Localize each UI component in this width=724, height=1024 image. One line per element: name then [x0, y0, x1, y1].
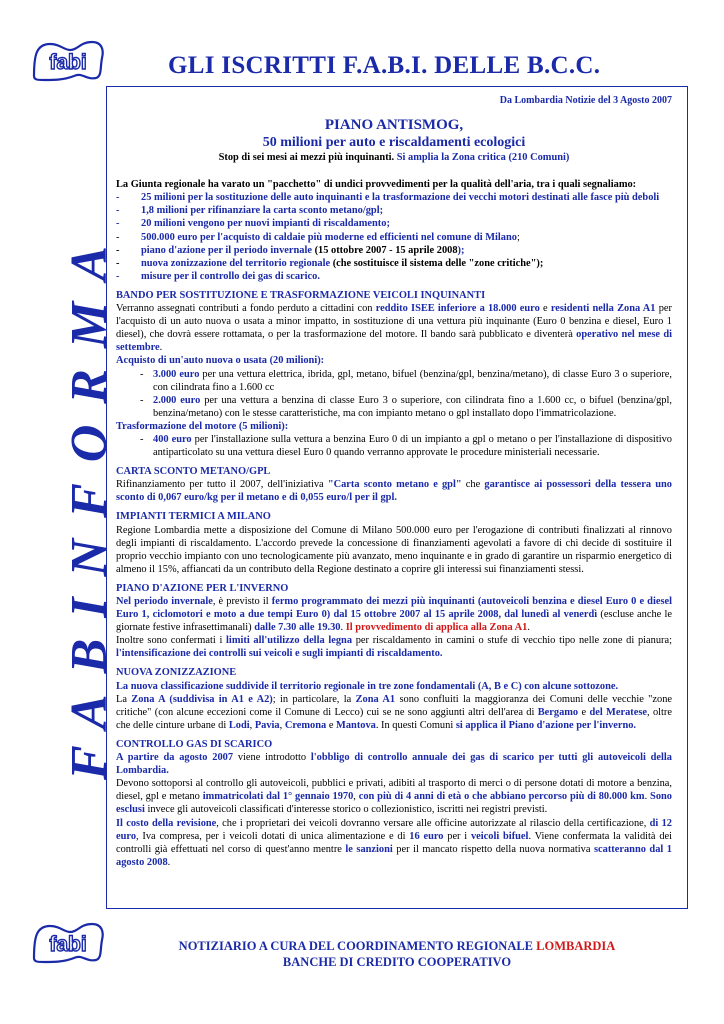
section-heading: NUOVA ZONIZZAZIONE [116, 667, 237, 679]
list-item: - piano d'azione per il periodo invernale (15 ottobre 2007 - 15 aprile 2008); [116, 244, 672, 257]
section-heading: CONTROLLO GAS DI SCARICO [116, 738, 273, 750]
section-heading: CARTA SCONTO METANO/GPL [116, 466, 271, 478]
article-subtitle: 50 milioni per auto e riscaldamenti ecologici [262, 135, 526, 151]
vertical-masthead: FABINFORMA [61, 225, 118, 780]
section-paragraph: Rifinanziamento per tutto il 2007, dell'iniziativa "Carta sconto metano e gpl" che garantisce ai possessori della tessera uno sconto di 0,067 euro/kg per il metano e di 0,055 euro/l per il gpl. [116, 479, 672, 504]
section-heading: BANDO PER SOSTITUZIONE E TRASFORMAZIONE VEICOLI INQUINANTI [116, 289, 486, 301]
section-heading: PIANO D'AZIONE PER L'INVERNO [116, 582, 289, 594]
footer-line-2: BANCHE DI CREDITO COOPERATIVO [282, 955, 512, 969]
list-item: - 400 euro per l'installazione sulla vettura a benzina Euro 0 di un impianto a gpl o metano o per l'installazione di dispositivo antiparticolato su una vettura diesel Euro 0 quando verranno approvate le procedure ministeriali necessarie. [140, 433, 672, 459]
section-paragraph: A partire da agosto 2007 viene introdotto l'obbligo di controllo annuale dei gas di scarico per tutti gli autoveicoli della Lombardia. Devono sottoporsi al controllo gli autoveicoli, pubblici e privati, adibiti al trasporto di merci o di persone dotati di motore a benzina, diesel, gpl e metano immatricolati dal 1° gennaio 1970, con più di 4 anni di età o che abbiano percorso più di 80.000 km. Sono esclusi invece gli autoveicoli classificati d'interesse storico o collezionistico, iscritti nei registri previsti. Il costo della revisione, che i proprietari dei veicoli dovranno versare alle officine autorizzate al rilascio della certificazione, di 12 euro, Iva compresa, per i veicoli dotati di unica alimentazione e di 16 euro per i veicoli bifuel. Viene confermata la validità dei controlli già effettuati nel corso di quest'anno mentre le sanzioni per il mancato rispetto della nuova normativa scatteranno dal 1 agosto 2008. [116, 752, 673, 868]
list-item: - 25 milioni per la sostituzione delle auto inquinanti e la trasformazione dei vecchi motori destinati alle fasce più deboli [116, 191, 672, 204]
section-paragraph: Regione Lombardia mette a disposizione del Comune di Milano 500.000 euro per l'erogazione di contributi finalizzati al rinnovo degli impianti di riscaldamento. L'accordo prevede la concessione di finanziamenti agevolati a favore di chi decide di sostituire il proprio vecchio impianto con uno tecnologicamente più avanzato, meno inquinante e in grado di garantire un risparmio energetico di almeno il 15%, affiancati da un contributo della Regione destinato a coprire gli interessi sui finanziamenti stessi. [116, 524, 672, 575]
footer-line-1: NOTIZIARIO A CURA DEL COORDINAMENTO REGIONALE LOMBARDIA [178, 939, 616, 953]
section-paragraph: La nuova classificazione suddivide il territorio regionale in tre zone fondamentali (A, B e C) con alcune sottozone. La Zona A (suddivisa in A1 e A2); in particolare, la Zona A1 sono confluiti la maggioranza dei Comuni delle vecchie "zone critiche" (con alcune eccezioni come il Comune di Lecco) cui se ne sono aggiunti altri dell'area di Bergamo e del Meratese, oltre che delle cinture urbane di Lodi, Pavia, Cremona e Mantova. In questi Comuni si applica il Piano d'azione per l'inverno. [116, 680, 673, 731]
subsection-heading: Acquisto di un'auto nuova o usata (20 milioni): [116, 355, 325, 367]
intro-text: La Giunta regionale ha varato un "pacchetto" di undici provvedimenti per la qualità dell'aria, tra i quali segnaliamo: [116, 179, 637, 191]
svg-text:fabi: fabi [49, 933, 87, 956]
list-item: - 1,8 milioni per rifinanziare la carta sconto metano/gpl; [116, 204, 672, 217]
article-title: PIANO ANTISMOG, [324, 117, 464, 134]
list-item: - misure per il controllo dei gas di scarico. [116, 270, 672, 283]
fabi-logo [30, 918, 106, 966]
list-item: - 3.000 euro per una vettura elettrica, ibrida, gpl, metano, bifuel (benzina/gpl, benzina/metano), di classe Euro 3 o superiore, con cilindrata fino a 1.600 cc [140, 368, 672, 394]
section-paragraph: Nel periodo invernale, è previsto il fermo programmato dei mezzi più inquinanti (autoveicoli benzina e diesel Euro 0 e diesel Euro 1, ciclomotori e moto a due tempi Euro 0) dal 15 ottobre 2007 al 15 aprile 2008, dal lunedì al venerdì (escluse anche le giornate festive infrasettimanali) dalle 7.30 alle 19.30. Il provvedimento di applica alla Zona A1. Inoltre sono confermati i limiti all'utilizzo della legna per riscaldamento in camini o stufe di vecchio tipo nelle zone di pianura; l'intensificazione dei controlli sui veicoli e sugli impianti di riscaldamento. [116, 596, 673, 660]
section-paragraph: Verranno assegnati contributi a fondo perduto a cittadini con reddito ISEE inferiore a 18.000 euro e residenti nella Zona A1 per l'acquisto di un auto nuova o usata a minor impatto, in sostituzione di una vettura più inquinante (Euro 0 benzina e diesel, Euro 1 diesel), che dovrà essere rottamata, o per la trasformazione del motore. Il bando sarà pubblicato e diventerà operativo nel mese di settembre. [116, 303, 672, 354]
article-content [116, 94, 672, 869]
measures-list [116, 191, 672, 283]
incentive-list [116, 368, 672, 420]
section-heading: IMPIANTI TERMICI A MILANO [116, 511, 271, 523]
article-source: Da Lombardia Notizie del 3 Agosto 2007 [499, 95, 672, 106]
list-item: - 2.000 euro per una vettura a benzina di classe Euro 3 o superiore, con cilindrata fino a 1.600 cc, o bifuel (benzina/gpl, benzina/metano) con le stesse caratteristiche, ma con impianto metano o gpl installato dopo l'immatricolazione. [140, 394, 672, 420]
page-title: GLI ISCRITTI F.A.B.I. DELLE B.C.C. [168, 52, 601, 79]
subsection-heading: Trasformazione del motore (5 milioni): [116, 420, 289, 432]
list-item: - nuova zonizzazione del territorio regionale (che sostituisce il sistema delle "zone critiche"); [116, 257, 672, 270]
svg-text:fabi: fabi [49, 51, 87, 74]
incentive-list [116, 433, 672, 459]
footer [106, 938, 688, 970]
article-tagline: Stop di sei mesi ai mezzi più inquinanti. Si amplia la Zona critica (210 Comuni) [218, 152, 570, 164]
list-item: - 500.000 euro per l'acquisto di caldaie più moderne ed efficienti nel comune di Milano; [116, 231, 672, 244]
list-item: - 20 milioni vengono per nuovi impianti di riscaldamento; [116, 217, 672, 230]
fabi-logo [30, 36, 106, 84]
